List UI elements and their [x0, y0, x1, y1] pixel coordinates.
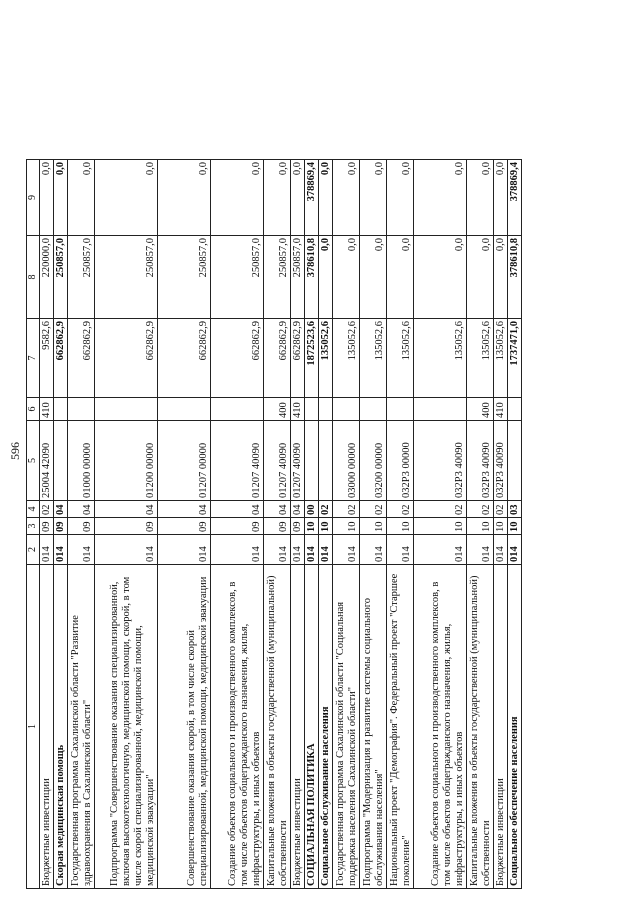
row-code-expense-type	[333, 398, 360, 421]
table-body	[27, 160, 522, 889]
row-code-admin: 014	[414, 535, 467, 565]
row-amount-3: 0,0	[158, 160, 211, 236]
column-header: 6	[27, 398, 40, 421]
row-amount-2: 250857,0	[211, 236, 264, 319]
table-row	[387, 160, 414, 889]
row-amount-1: 135052,6	[467, 319, 494, 398]
row-amount-3: 0,0	[211, 160, 264, 236]
row-amount-2: 250857,0	[158, 236, 211, 319]
row-label: Подпрограмма "Совершенствование оказания специализированной, включая высокотехнологичную, медицинской помощи, скорой, в том числе скорой специализированной, медицинской помощи, медицинской эвакуации"	[95, 565, 158, 889]
row-amount-3: 0,0	[291, 160, 305, 236]
row-label: Бюджетные инвестиции	[291, 565, 305, 889]
row-amount-3: 0,0	[360, 160, 387, 236]
row-code-subsection: 02	[414, 501, 467, 518]
row-code-section: 10	[508, 518, 522, 535]
row-label: Государственная программа Сахалинской области "Социальная поддержка населения Сахалинской области"	[333, 565, 360, 889]
row-amount-2: 0,0	[319, 236, 333, 319]
row-code-subsection: 04	[68, 501, 95, 518]
row-code-expense-type	[54, 398, 68, 421]
row-label: Капитальные вложения в объекты государственной (муниципальной) собственности	[264, 565, 291, 889]
row-code-target: 032Р3 40090	[467, 421, 494, 501]
row-amount-1: 135052,6	[360, 319, 387, 398]
row-amount-2: 0,0	[333, 236, 360, 319]
row-code-admin: 014	[319, 535, 333, 565]
budget-table	[26, 159, 522, 889]
row-code-admin: 014	[40, 535, 54, 565]
row-code-target: 032Р3 40090	[414, 421, 467, 501]
row-amount-1: 135052,6	[414, 319, 467, 398]
row-label: СОЦИАЛЬНАЯ ПОЛИТИКА	[305, 565, 319, 889]
table-row	[414, 160, 467, 889]
row-code-expense-type: 410	[40, 398, 54, 421]
row-code-section: 10	[319, 518, 333, 535]
row-code-expense-type: 400	[264, 398, 291, 421]
table-row	[211, 160, 264, 889]
row-amount-3: 0,0	[333, 160, 360, 236]
row-amount-3: 0,0	[467, 160, 494, 236]
row-amount-1: 662862,9	[54, 319, 68, 398]
row-code-section: 09	[95, 518, 158, 535]
column-header: 9	[27, 160, 40, 236]
row-label: Совершенствование оказания скорой, в том числе скорой специализированной, медицинской помощи, медицинской эвакуации	[158, 565, 211, 889]
row-amount-2: 0,0	[360, 236, 387, 319]
column-header: 8	[27, 236, 40, 319]
row-code-expense-type	[508, 398, 522, 421]
row-code-target: 032Р3 00000	[387, 421, 414, 501]
row-code-expense-type	[95, 398, 158, 421]
row-code-section: 09	[264, 518, 291, 535]
row-code-target: 03200 00000	[360, 421, 387, 501]
row-label: Подпрограмма "Модернизация и развитие системы социального обслуживания населения"	[360, 565, 387, 889]
row-code-expense-type: 410	[291, 398, 305, 421]
row-code-target	[319, 421, 333, 501]
row-code-admin: 014	[95, 535, 158, 565]
row-code-subsection: 02	[319, 501, 333, 518]
row-code-expense-type	[158, 398, 211, 421]
row-code-admin: 014	[467, 535, 494, 565]
row-code-expense-type	[305, 398, 319, 421]
row-label: Скорая медицинская помощь	[54, 565, 68, 889]
column-header: 7	[27, 319, 40, 398]
row-amount-3: 0,0	[68, 160, 95, 236]
row-code-target	[305, 421, 319, 501]
row-amount-3: 378869,4	[508, 160, 522, 236]
row-code-admin: 014	[387, 535, 414, 565]
row-code-subsection: 04	[264, 501, 291, 518]
table-row	[54, 160, 68, 889]
row-code-admin: 014	[54, 535, 68, 565]
row-amount-1: 662862,9	[211, 319, 264, 398]
row-code-admin: 014	[360, 535, 387, 565]
table-row	[494, 160, 508, 889]
column-header: 5	[27, 421, 40, 501]
row-code-section: 09	[211, 518, 264, 535]
row-amount-3: 0,0	[40, 160, 54, 236]
row-code-section: 10	[360, 518, 387, 535]
row-code-section: 10	[333, 518, 360, 535]
row-code-target: 01207 00000	[158, 421, 211, 501]
row-code-admin: 014	[264, 535, 291, 565]
row-code-admin: 014	[508, 535, 522, 565]
row-amount-1: 662862,9	[291, 319, 305, 398]
row-code-admin: 014	[211, 535, 264, 565]
table-header-row	[27, 160, 40, 889]
row-code-target: 01200 00000	[95, 421, 158, 501]
row-amount-2: 250857,0	[54, 236, 68, 319]
row-code-admin: 014	[291, 535, 305, 565]
table-row	[40, 160, 54, 889]
table-row	[68, 160, 95, 889]
table-row	[95, 160, 158, 889]
row-code-admin: 014	[333, 535, 360, 565]
row-code-section: 09	[68, 518, 95, 535]
row-label: Национальный проект "Демография". Федеральный проект "Старшее поколение"	[387, 565, 414, 889]
row-code-subsection: 04	[158, 501, 211, 518]
row-label: Создание объектов социального и производственного комплексов, в том числе объектов общегражданского назначения, жилья, инфраструктуры, и иных объектов	[414, 565, 467, 889]
row-amount-2: 250857,0	[68, 236, 95, 319]
row-code-subsection: 02	[333, 501, 360, 518]
row-code-admin: 014	[158, 535, 211, 565]
row-amount-1: 662862,9	[95, 319, 158, 398]
row-code-subsection: 02	[360, 501, 387, 518]
row-code-subsection: 04	[95, 501, 158, 518]
row-amount-2: 0,0	[414, 236, 467, 319]
row-label: Бюджетные инвестиции	[494, 565, 508, 889]
column-header: 2	[27, 535, 40, 565]
row-amount-2: 250857,0	[95, 236, 158, 319]
row-code-section: 09	[40, 518, 54, 535]
column-header: 3	[27, 518, 40, 535]
row-code-subsection: 04	[54, 501, 68, 518]
row-label: Бюджетные инвестиции	[40, 565, 54, 889]
row-code-admin: 014	[494, 535, 508, 565]
row-label: Социальное обслуживание населения	[319, 565, 333, 889]
row-code-section: 10	[467, 518, 494, 535]
row-amount-3: 0,0	[264, 160, 291, 236]
row-code-subsection: 02	[467, 501, 494, 518]
row-code-admin: 014	[305, 535, 319, 565]
row-code-expense-type	[211, 398, 264, 421]
row-code-subsection: 04	[291, 501, 305, 518]
row-code-section: 09	[54, 518, 68, 535]
table-row	[467, 160, 494, 889]
row-amount-2: 250857,0	[264, 236, 291, 319]
column-header: 4	[27, 501, 40, 518]
row-amount-3: 0,0	[414, 160, 467, 236]
row-amount-1: 135052,6	[494, 319, 508, 398]
row-code-expense-type	[414, 398, 467, 421]
row-code-expense-type	[360, 398, 387, 421]
row-amount-2: 0,0	[494, 236, 508, 319]
table-row	[319, 160, 333, 889]
row-label: Социальное обеспечение населения	[508, 565, 522, 889]
row-code-expense-type	[68, 398, 95, 421]
row-code-section: 09	[291, 518, 305, 535]
row-code-expense-type: 410	[494, 398, 508, 421]
row-code-target: 01207 40090	[211, 421, 264, 501]
row-code-admin: 014	[68, 535, 95, 565]
row-amount-1: 662862,9	[68, 319, 95, 398]
row-amount-1: 135052,6	[333, 319, 360, 398]
page-number: 596	[8, 442, 22, 460]
row-label: Создание объектов социального и производственного комплексов, в том числе объектов общегражданского назначения, жилья, инфраструктуры, и иных объектов	[211, 565, 264, 889]
row-amount-1: 135052,6	[319, 319, 333, 398]
row-code-section: 10	[494, 518, 508, 535]
row-amount-3: 0,0	[54, 160, 68, 236]
row-code-expense-type	[387, 398, 414, 421]
row-code-target	[54, 421, 68, 501]
row-code-subsection: 02	[494, 501, 508, 518]
row-code-section: 10	[387, 518, 414, 535]
row-amount-1: 662862,9	[264, 319, 291, 398]
row-amount-2: 0,0	[387, 236, 414, 319]
row-amount-3: 0,0	[494, 160, 508, 236]
row-code-section: 10	[305, 518, 319, 535]
row-code-target: 01207 40090	[264, 421, 291, 501]
row-code-target: 032Р3 40090	[494, 421, 508, 501]
row-amount-2: 378610,8	[508, 236, 522, 319]
row-code-subsection: 03	[508, 501, 522, 518]
table-row	[333, 160, 360, 889]
row-amount-1: 1872523,6	[305, 319, 319, 398]
table-row	[360, 160, 387, 889]
row-amount-3: 378869,4	[305, 160, 319, 236]
row-code-expense-type	[319, 398, 333, 421]
table-row	[305, 160, 319, 889]
row-amount-2: 378610,8	[305, 236, 319, 319]
row-code-subsection: 04	[211, 501, 264, 518]
row-code-expense-type: 400	[467, 398, 494, 421]
row-amount-2: 250857,0	[291, 236, 305, 319]
row-amount-1: 1737471,0	[508, 319, 522, 398]
table-row	[264, 160, 291, 889]
table-row	[291, 160, 305, 889]
row-amount-3: 0,0	[95, 160, 158, 236]
table-row	[508, 160, 522, 889]
row-code-target: 25004 42090	[40, 421, 54, 501]
row-code-section: 10	[414, 518, 467, 535]
row-code-target: 01207 40090	[291, 421, 305, 501]
row-amount-2: 220000,0	[40, 236, 54, 319]
row-amount-1: 662862,9	[158, 319, 211, 398]
row-label: Капитальные вложения в объекты государственной (муниципальной) собственности	[467, 565, 494, 889]
row-code-section: 09	[158, 518, 211, 535]
row-code-subsection: 00	[305, 501, 319, 518]
row-amount-1: 9582,6	[40, 319, 54, 398]
row-amount-3: 0,0	[319, 160, 333, 236]
row-code-target	[508, 421, 522, 501]
column-header: 1	[27, 565, 40, 889]
row-label: Государственная программа Сахалинской области "Развитие здравоохранения в Сахалинской области"	[68, 565, 95, 889]
row-code-target: 01000 00000	[68, 421, 95, 501]
table-row	[158, 160, 211, 889]
row-amount-3: 0,0	[387, 160, 414, 236]
row-amount-1: 135052,6	[387, 319, 414, 398]
row-amount-2: 0,0	[467, 236, 494, 319]
row-code-subsection: 02	[387, 501, 414, 518]
row-code-subsection: 02	[40, 501, 54, 518]
row-code-target: 03000 00000	[333, 421, 360, 501]
